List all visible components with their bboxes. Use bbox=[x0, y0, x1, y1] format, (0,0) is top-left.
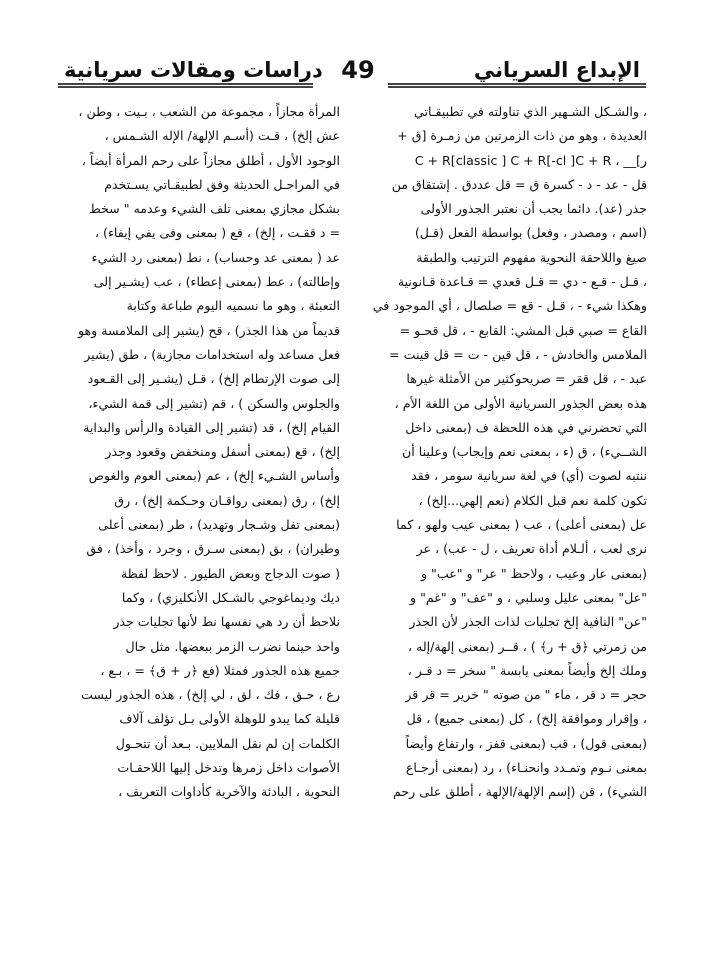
text-line: نرى لعب ، ألـلام أداة تعريف ، ل - عب) ، عر bbox=[416, 541, 647, 557]
text-line: حجر = د قر ، ماء " من صوته " خرير = قر قر bbox=[405, 687, 647, 703]
text-line: إلخ) ، قع (بمعنى أسفل ومنخفض وقعود وجذر bbox=[105, 444, 340, 460]
text-line: تكون كلمة نعم قبل الكلام (نعم إلهي...إلخ) ، bbox=[418, 492, 647, 508]
text-line: من زمرتي ﴿ق + ر﴾ ) ، قــر (بمعنى إلهة/إله ، bbox=[408, 638, 647, 654]
text-line: عل (بمعنى أعلى) ، عب ( بمعنى عيب ولهو ، كما bbox=[396, 517, 647, 533]
text-line: وهكذا شيء - ، قـل - قع = صلصال ، أي الموجود في bbox=[372, 298, 647, 314]
text-line: القيام إلخ) ، قد (تشير إلى القيادة والرأس والبداية bbox=[83, 419, 340, 435]
text-line: قليلة كما يبدو للوهلة الأولى بـل تؤلف آلاف bbox=[119, 711, 340, 727]
text-line: "عل" بمعنى عليل وسلبي ، و "عف" و "غم" و bbox=[410, 589, 647, 605]
text-line: ، وإقرار وموافقة إلخ) ، كل (بمعنى جميع) ، قل bbox=[406, 711, 647, 727]
text-line: ر]__ ، C + R[classic ] C + R[-cl ]C + R bbox=[414, 152, 647, 168]
text-line: ، والشـكل الشـهير الذي تناولته في تطبيقـاتي bbox=[413, 104, 647, 119]
text-line: (بمعنى تفل وشـجار وتهديد) ، طر (بمعنى أعلى bbox=[98, 517, 340, 533]
text-line: (اسم ، ومصدر ، وفعل) بواسطة الفعل (قـل) bbox=[414, 225, 647, 241]
text-line: القاع = صبي قبل المشي: القابع - ، قل قحـو = bbox=[399, 322, 647, 338]
text-line: نلاحظ أن رد هي نفسها نط لأنها تجليات جذر bbox=[113, 614, 340, 630]
text-line: في المراحـل الحديثة وفق لطبيقـاتي يسـتخدم bbox=[104, 176, 340, 192]
text-line: التي تحضرني في هذه اللحظة ف (بمعنى داخل bbox=[405, 419, 647, 435]
right-column bbox=[347, 100, 647, 805]
text-line: هذه بعض الجذور السريانية الأولى من اللغة الأم ، bbox=[394, 395, 647, 411]
text-line: العديدة ، وهو من ذات الزمرتين من زمـرة [ق + bbox=[397, 128, 647, 144]
text-line: الشــيء) ، ق (ء ، بمعنى نعم وإيجاب) وعلينا أن bbox=[402, 444, 647, 460]
text-line: جذر (عد). دائما يجب أن نعتبر الجذور الأولى bbox=[420, 201, 647, 217]
text-line: واحد حينما نضرب الزمر ببعضها. مثل حال bbox=[125, 638, 340, 654]
text-line: عد ( بمعنى عد وحساب) ، نط (بمعنى رد الشيء bbox=[91, 249, 340, 265]
section-title: دراسات ومقالات سريانية bbox=[60, 58, 327, 82]
text-line: وملك إلخ وأيضاً بمعنى يابسة " سخر = د قـر ، bbox=[407, 662, 647, 678]
journal-title: الإبداع السرياني bbox=[470, 58, 644, 82]
page-number: 49 bbox=[341, 56, 375, 84]
text-line: وأساس الشـيء إلخ) ، عم (بمعنى العوم والغوص bbox=[88, 468, 340, 484]
text-line: ديك وديماغوجي بالشـكل الأنكليزي) ، وكما bbox=[121, 589, 340, 605]
text-line: = د ققـت ، إلخ) ، فع ( بمعنى وفى يفي إيفاء) ، bbox=[94, 225, 340, 241]
text-line: (بمعنى قول) ، قب (بمعنى قفز ، وارتفاع وأيضاً bbox=[405, 735, 647, 751]
text-line: التعبئة ، وهو ما نسميه اليوم طباعة وكتابة bbox=[126, 298, 340, 314]
text-line: (بمعنى عار وعيب ، ولاحظ " عر" و "عب" و bbox=[420, 565, 647, 581]
text-line: ( صوت الدجاج وبعض الطيور . لاحظ لفظة bbox=[120, 565, 340, 581]
text-line: الشيء) ، قن (إسم الإلهة/الإلهة ، أطلق على رحم bbox=[392, 784, 647, 800]
text-line: قل - عد - د - كسرة ق = قل عددق . إشتقاق من bbox=[391, 176, 647, 192]
text-line: جميع هذه الجذور فمثلا (فع ﴿ر + ق﴾ = ، بـع ، bbox=[100, 662, 340, 678]
text-line: إلخ) ، رق (بمعنى رواقـان وحـكمة إلخ) ، رق bbox=[114, 492, 340, 508]
text-line: قديماً من هذا الجذر) ، قح (يشير إلى الملامسة وهو bbox=[78, 322, 340, 338]
text-line: وإطالته) ، عط (بمعنى إعطاء) ، عب (يشـير إلى bbox=[93, 274, 340, 290]
text-line: ننتبه لصوت (أي) في لغة سريانية سومر ، فقد bbox=[411, 468, 647, 484]
header-left-rule bbox=[58, 58, 323, 88]
text-line: وطيران) ، بق (بمعنى سـرق ، وجرد ، وأخذ) ، فق bbox=[86, 541, 340, 557]
page-header bbox=[58, 56, 646, 88]
header-right-rule bbox=[388, 60, 646, 88]
text-line: فعل مساعد وله استخدامات مجازية) ، طق (يشير bbox=[84, 346, 340, 362]
text-line: إلى صوت الإرتطام إلخ) ، قـل (يشـير إلى القـعود bbox=[87, 371, 340, 387]
text-line: عش إلخ) ، قـت (أسـم الإلهة/ الإله الشـمس ، bbox=[104, 128, 340, 144]
text-line: الكلمات إن لم نقل الملايين. بـعد أن تتحـول bbox=[115, 735, 340, 751]
text-line: الملامس والخادش - ، قل قين - ت = قل قينت = bbox=[389, 346, 647, 362]
text-line: صيغ واللاحقة النحوية مفهوم الترتيب والطبقة bbox=[416, 249, 647, 265]
text-line: بمعنى نـوم وتمـدد وانحنـاء) ، رد (بمعنى أرجـاع bbox=[405, 760, 647, 776]
text-line: المرأة مجازاً ، مجموعة من الشعب ، بـيت ، وطن ، bbox=[78, 104, 340, 119]
text-line: النحوية ، البادئة والآخرية كأداوات التعريف ، bbox=[118, 784, 340, 800]
left-column bbox=[56, 100, 340, 805]
text-line: "عن" النافية إلخ تجليات لذات الجذر لأن الجذر bbox=[409, 614, 647, 630]
text-line: والجلوس والسكن ) ، قم (تشير إلى قمة الشيء، bbox=[88, 395, 340, 411]
text-line: الأصوات داخل زمرها وتدخل إليها اللاحقـات bbox=[117, 760, 340, 776]
text-line: بشكل مجازي بمعنى تلف الشيء وعدمه " سخط bbox=[89, 201, 340, 217]
text-line: الوجود الأول ، أطلق مجازاً على رحم المرأة أيضاً ، bbox=[81, 152, 340, 168]
text-line: ، قـل - قـع - دي = قـل قعدي = قـاعدة قـانونية bbox=[397, 274, 647, 290]
text-line: رع ، حـق ، فك ، لق ، لي إلخ) ، هذه الجذور ليست bbox=[81, 687, 340, 703]
text-line: عبد - ، قل ققر = صريحوكثير من الأمثلة غيرها bbox=[406, 371, 647, 387]
